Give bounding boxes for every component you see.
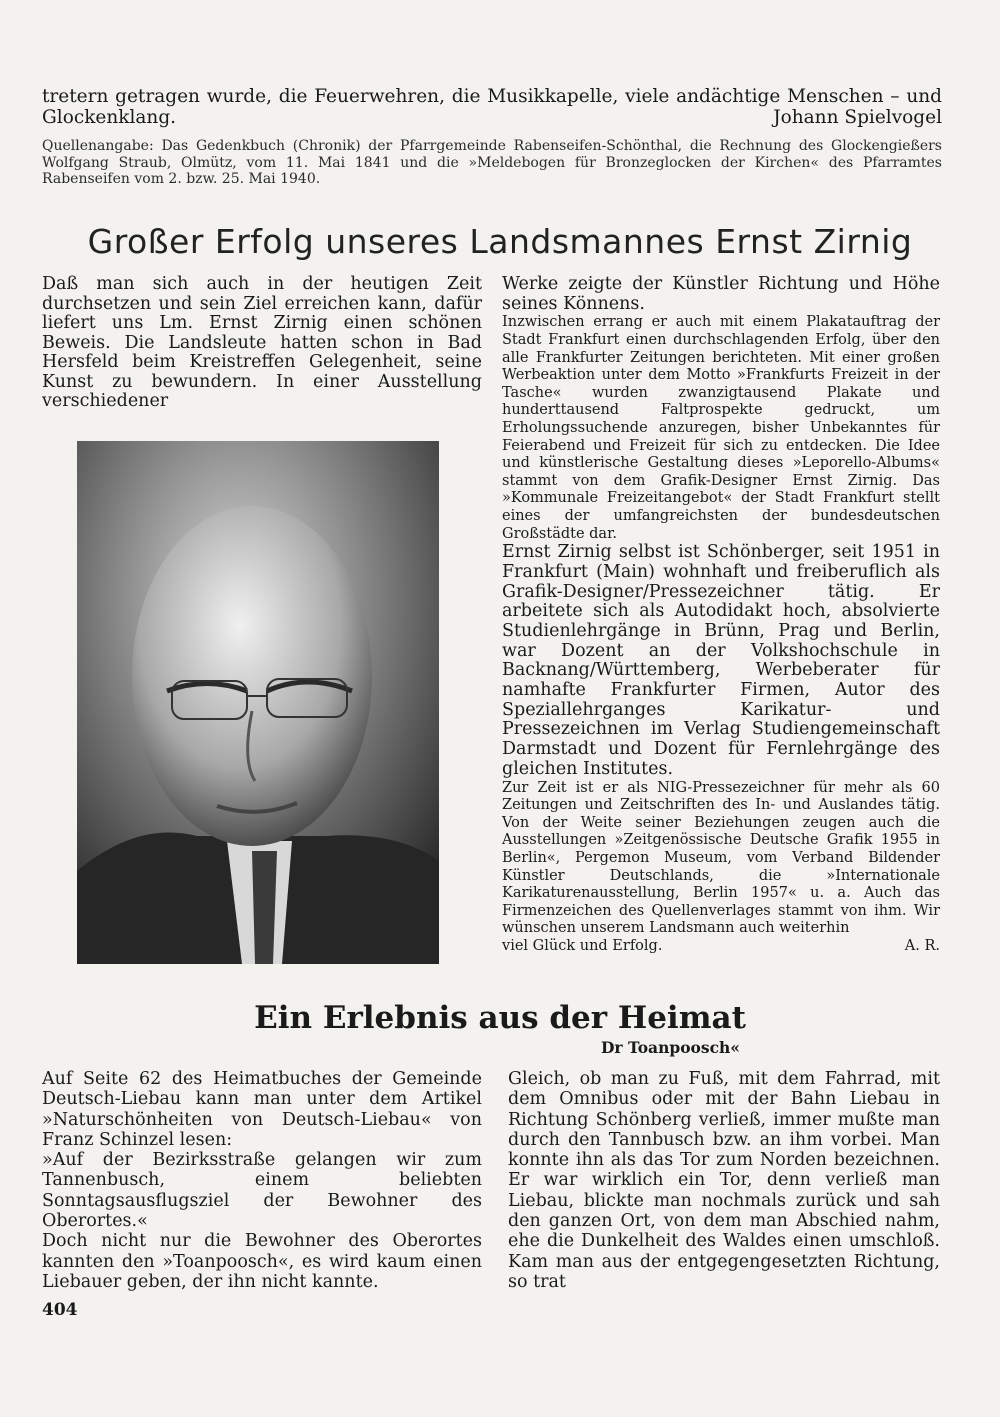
- article1-right-p1: Werke zeigte der Künstler Richtung und Höhe seines Könnens.: [502, 274, 940, 314]
- article1-right-p4: Zur Zeit ist er als NIG-Pressezeichner für mehr als 60 Zeitungen und Zeitschriften des In- und Auslandes tätig. Von der Weite seiner Beziehungen zeugen auch die Ausstellungen »Zeitgenössische Deutsche Grafik 1955 in Berlin«, Pergemon Museum, vom Verband Bildender Künstler Deutschlands, die »Internationale Karikaturenausstellung, Berlin 1957« u. a. Auch das Firmenzeichen des Quellenverlages stammt von ihm. Wir wünschen unserem Landsmann auch weiterhin: [502, 779, 940, 937]
- article2-left-p2: »Auf der Bezirksstraße gelangen wir zum Tannenbusch, einem beliebten Sonntagsausflugsziel der Bewohner des Oberortes.«: [42, 1150, 482, 1232]
- article2-right-column: [508, 1069, 940, 1292]
- intro-line-2: Glockenklang.: [42, 107, 177, 128]
- article1-right-p3: Ernst Zirnig selbst ist Schönberger, seit 1951 in Frankfurt (Main) wohnhaft und freiberuflich als Grafik-Designer/Pressezeichner tätig. Er arbeitete sich als Autodidakt hoch, absolvierte Studienlehrgänge in Brünn, Prag und Berlin, war Dozent an der Volkshochschule in Backnang/Württemberg, Werbeberater für namhafte Frankfurter Firmen, Autor des Speziallehrganges Karikatur- und Pressezeichnen im Verlag Studiengemeinschaft Darmstadt und Dozent für Fernlehrgänge des gleichen Institutes.: [502, 542, 940, 779]
- intro-text: [42, 86, 942, 128]
- portrait-illustration: [77, 441, 439, 964]
- article1-left-paragraph: Daß man sich auch in der heutigen Zeit durchsetzen und sein Ziel erreichen kann, dafür liefert uns Lm. Ernst Zirnig einen schönen Beweis. Die Landsleute hatten schon in Bad Hersfeld beim Kreistreffen Gelegenheit, seine Kunst zu bewundern. In einer Ausstellung verschiedener: [42, 274, 482, 411]
- intro-line-2-row: [42, 107, 942, 128]
- source-note: Quellenangabe: Das Gedenkbuch (Chronik) der Pfarrgemeinde Rabenseifen-Schönthal, die Rechnung des Glockengießers Wolfgang Straub, Olmütz, vom 11. Mai 1841 und die »Meldebogen für Bronzeglocken der Kirchen« des Pfarramtes Rabenseifen vom 2. bzw. 25. Mai 1940.: [42, 138, 942, 187]
- article1-closing-row: [502, 938, 940, 956]
- article1-right-p2: Inzwischen errang er auch mit einem Plakatauftrag der Stadt Frankfurt einen durchschlagenden Erfolg, über den alle Frankfurter Zeitungen berichteten. Mit einer großen Werbeaktion unter dem Motto »Frankfurts Freizeit in der Tasche« wurden zwanzigtausend Plakate und hunderttausend Faltprospekte gedruckt, um Erholungssuchende anzuregen, bisher Unbekanntes für Feierabend und Freizeit für sich zu entdecken. Die Idee und künstlerische Gestaltung dieses »Leporello-Albums« stammt von dem Grafik-Designer Ernst Zirnig. Das »Kommunale Freizeitangebot« der Stadt Frankfurt stellt eines der umfangreichsten der bundesdeutschen Großstädte dar.: [502, 314, 940, 542]
- article2-left-p3: Doch nicht nur die Bewohner des Oberortes kannten den »Toanpoosch«, es wird kaum einen Liebauer geben, der ihn nicht kannte.: [42, 1231, 482, 1292]
- portrait-photo: [77, 441, 439, 964]
- article2-byline: Dr Toanpoosch«: [600, 1038, 740, 1057]
- intro-line-1: tretern getragen wurde, die Feuerwehren, die Musikkapelle, viele andächtige Menschen – und: [42, 86, 942, 107]
- article2-right-p1: Gleich, ob man zu Fuß, mit dem Fahrrad, mit dem Omnibus oder mit der Bahn Liebau in Richtung Schönberg verließ, immer mußte man durch den Tannbusch bzw. an ihm vorbei. Man konnte ihn als das Tor zum Norden bezeichnen. Er war wirklich ein Tor, denn verließ man Liebau, blickte man nochmals zurück und sah den ganzen Ort, von dem man Abschied nahm, ehe die Dunkelheit des Waldes einen umschloß. Kam man aus der entgegengesetzten Richtung, so trat: [508, 1069, 940, 1292]
- article1-headline: Großer Erfolg unseres Landsmannes Ernst Zirnig: [87, 222, 913, 261]
- article2-left-p1: Auf Seite 62 des Heimatbuches der Gemeinde Deutsch-Liebau kann man unter dem Artikel »Naturschönheiten von Deutsch-Liebau« von Franz Schinzel lesen:: [42, 1069, 482, 1150]
- article1-initials: A. R.: [904, 937, 940, 954]
- page-number: 404: [42, 1300, 78, 1320]
- article2-left-column: [42, 1069, 482, 1292]
- intro-signature: Johann Spielvogel: [773, 107, 942, 128]
- article1-closing-text: viel Glück und Erfolg.: [502, 937, 663, 954]
- article2-headline: Ein Erlebnis aus der Heimat: [254, 1000, 746, 1036]
- article1-right-column: [502, 275, 940, 956]
